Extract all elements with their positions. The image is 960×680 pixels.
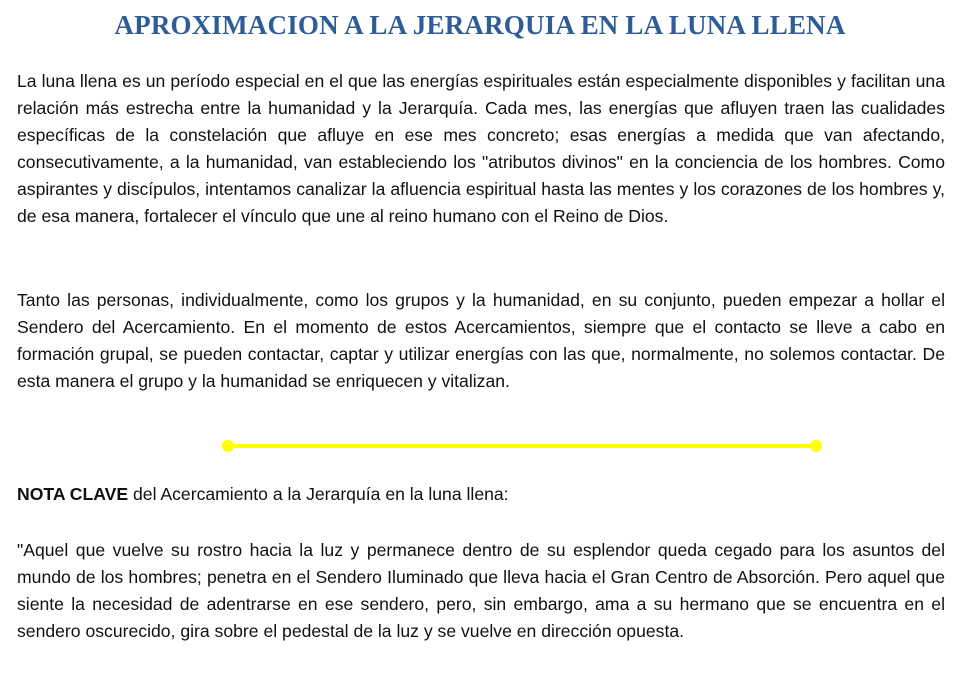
divider-dot-left bbox=[222, 440, 234, 452]
intro-paragraph: La luna llena es un período especial en el que las energías espirituales están especialmente disponibles y facilitan una relación más estrecha entre la humanidad y la Jerarquía. Cada mes, las energías que afluyen traen las cualidades específicas de la constelación que afluye en ese mes concreto; esas energías a medida que van afectando, consecutivamente, a la humanidad, van estableciendo los "atributos divinos" en la conciencia de los hombres. Como aspirantes y discípulos, intentamos canalizar la afluencia espiritual hasta las mentes y los corazones de los hombres y, de esa manera, fortalecer el vínculo que une al reino humano con el Reino de Dios. bbox=[17, 71, 945, 226]
yellow-divider bbox=[222, 440, 822, 452]
approach-paragraph: Tanto las personas, individualmente, como los grupos y la humanidad, en su conjunto, pueden empezar a hollar el Sendero del Acercamiento. En el momento de estos Acercamientos, siempre que el contacto se lleve a cabo en formación grupal, se pueden contactar, captar y utilizar energías con las que, normalmente, no solemos contactar. De esta manera el grupo y la humanidad se enriquecen y vitalizan. bbox=[17, 290, 945, 391]
key-note-label: NOTA CLAVE bbox=[17, 484, 129, 504]
divider-line bbox=[227, 444, 817, 448]
quote-paragraph: "Aquel que vuelve su rostro hacia la luz y permanece dentro de su esplendor queda cegado para los asuntos del mundo de los hombres; penetra en el Sendero Iluminado que lleva hacia el Gran Centro de Absorción. Pero aquel que siente la necesidad de adentrarse en ese sendero, pero, sin embargo, ama a su hermano que se encuentra en el sendero oscurecido, gira sobre el pedestal de la luz y se vuelve en dirección opuesta. bbox=[17, 540, 945, 641]
divider-dot-right bbox=[810, 440, 822, 452]
key-note-heading bbox=[17, 481, 945, 508]
key-note-text: del Acercamiento a la Jerarquía en la luna llena: bbox=[128, 484, 509, 504]
page-title: APROXIMACION A LA JERARQUIA EN LA LUNA LLENA bbox=[114, 10, 846, 40]
